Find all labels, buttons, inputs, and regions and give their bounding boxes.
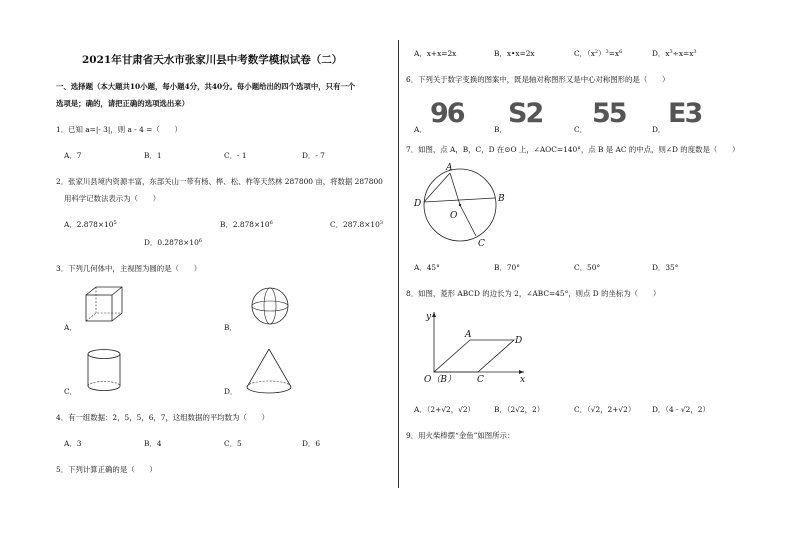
q7-label-o: O [450, 211, 458, 221]
section-heading-line2: 选项是；确的，请把正确的选项选出来） [56, 99, 190, 108]
q8-stem: 8．如图，菱形 ABCD 的边长为 2，∠ABC=45°，则点 D 的坐标为（ ） [406, 289, 661, 298]
q8-option-a[interactable]: A．（2+√2，√2） [414, 405, 475, 414]
q7-circle-figure [412, 160, 512, 250]
q2-option-b[interactable]: B．$2.878\times 10^6$ [220, 220, 273, 229]
q8-label-c: C [477, 375, 484, 385]
q5-option-a[interactable]: A．x+x=2x [414, 49, 457, 58]
q1-option-d[interactable]: D．- 7 [302, 151, 325, 160]
q2-option-c[interactable]: C．$287.8\times 10^3$ [330, 220, 383, 229]
sphere-figure [250, 286, 290, 326]
cube-figure [84, 285, 124, 325]
q8-option-d[interactable]: D．（4 - √2，2） [652, 405, 710, 414]
q7-label-c: C [478, 239, 485, 249]
q4-option-b[interactable]: B．4 [144, 439, 162, 448]
q8-label-a: A [465, 330, 472, 340]
q8-option-c[interactable]: C．（√2，2+√2） [574, 405, 636, 414]
q6-figure-96: 96 [430, 98, 464, 129]
section-heading-line1: 一、选择题（本大题共10小题，每小题4分，共40分。每小题给出的四个选项中，只有一个 [56, 82, 356, 91]
q6-figure-55: 55 [592, 98, 626, 129]
q3-option-c[interactable]: C． [64, 387, 78, 396]
q6-figure-b: S2 [508, 98, 543, 129]
q6-stem: 6．下列关于数字变换的图案中，既是轴对称图形又是中心对称图形的是（ ） [406, 75, 670, 84]
q6-option-c[interactable]: C． [574, 125, 588, 134]
q7-stem: 7．如图，点 A，B，C，D 在⊙O 上，∠AOC=140°，点 B 是 AC 的中点，则∠D 的度数是（ ） [406, 145, 740, 154]
q2-option-d[interactable]: D．$0.2878\times 10^6$ [144, 238, 202, 247]
cylinder-figure [86, 348, 122, 392]
q5-option-c[interactable]: C．$(x^2)^3=x^6$ [574, 49, 623, 58]
q1-option-a[interactable]: A．7 [64, 151, 82, 160]
q6-option-d[interactable]: D． [652, 125, 666, 134]
q1-option-c[interactable]: C．- 1 [224, 151, 247, 160]
q8-label-ob: O（B） [424, 375, 456, 385]
q8-label-x: x [520, 375, 526, 385]
q3-stem: 3．下列几何体中，主视图为圆的是（ ） [56, 264, 202, 273]
q5-option-d[interactable]: D．$x^3\div x=x^3$ [652, 49, 697, 58]
q7-label-d: D [414, 199, 422, 209]
q3-option-a[interactable]: A． [64, 323, 77, 332]
q7-label-b: B [498, 194, 505, 204]
q1-stem: 1．已知 a=|- 3|，则 a - 4 =（ ） [56, 125, 182, 134]
q8-option-b[interactable]: B．（2√2，2） [494, 405, 545, 414]
q7-label-a: A [446, 163, 453, 173]
q6-option-b[interactable]: B． [494, 125, 507, 134]
page-title: 2021年甘肃省天水市张家川县中考数学模拟试卷（二） [82, 54, 343, 66]
cone-figure [244, 347, 294, 395]
q2-option-a[interactable]: A．$2.878\times 10^5$ [64, 220, 117, 229]
q6-option-a[interactable]: A． [414, 125, 427, 134]
q8-rhombus-figure [420, 310, 530, 386]
q3-option-d[interactable]: D． [224, 387, 238, 396]
q3-option-b[interactable]: B． [224, 323, 237, 332]
q5-stem: 5．下列计算正确的是（ ） [56, 465, 157, 474]
q2-stem-line2: 用科学记数法表示为（ ） [64, 194, 161, 203]
q4-option-d[interactable]: D．6 [302, 439, 321, 448]
q5-option-b[interactable]: B．x•x=2x [494, 49, 535, 58]
q7-option-c[interactable]: C．50° [574, 263, 601, 272]
q1-option-b[interactable]: B．1 [144, 151, 162, 160]
q8-label-d: D [515, 336, 523, 346]
q4-option-c[interactable]: C．5 [224, 439, 242, 448]
q7-option-b[interactable]: B．70° [494, 263, 520, 272]
column-divider [398, 40, 399, 488]
q7-option-d[interactable]: D．35° [652, 263, 679, 272]
q7-option-a[interactable]: A．45° [414, 263, 440, 272]
q8-label-y: y [426, 312, 432, 322]
q4-option-a[interactable]: A．3 [64, 439, 82, 448]
q4-stem: 4．有一组数据：2，5，5，6，7，这组数据的平均数为（ ） [56, 413, 269, 422]
q6-figure-d: E3 [668, 98, 702, 129]
q2-stem-line1: 2．张家川县境内资源丰富，东部关山一带有杨、桦、松、柞等天然林 287800 亩，将数据 287800 [56, 177, 383, 186]
q9-stem: 9．用火柴棒摆“金鱼”如图所示： [406, 431, 515, 440]
